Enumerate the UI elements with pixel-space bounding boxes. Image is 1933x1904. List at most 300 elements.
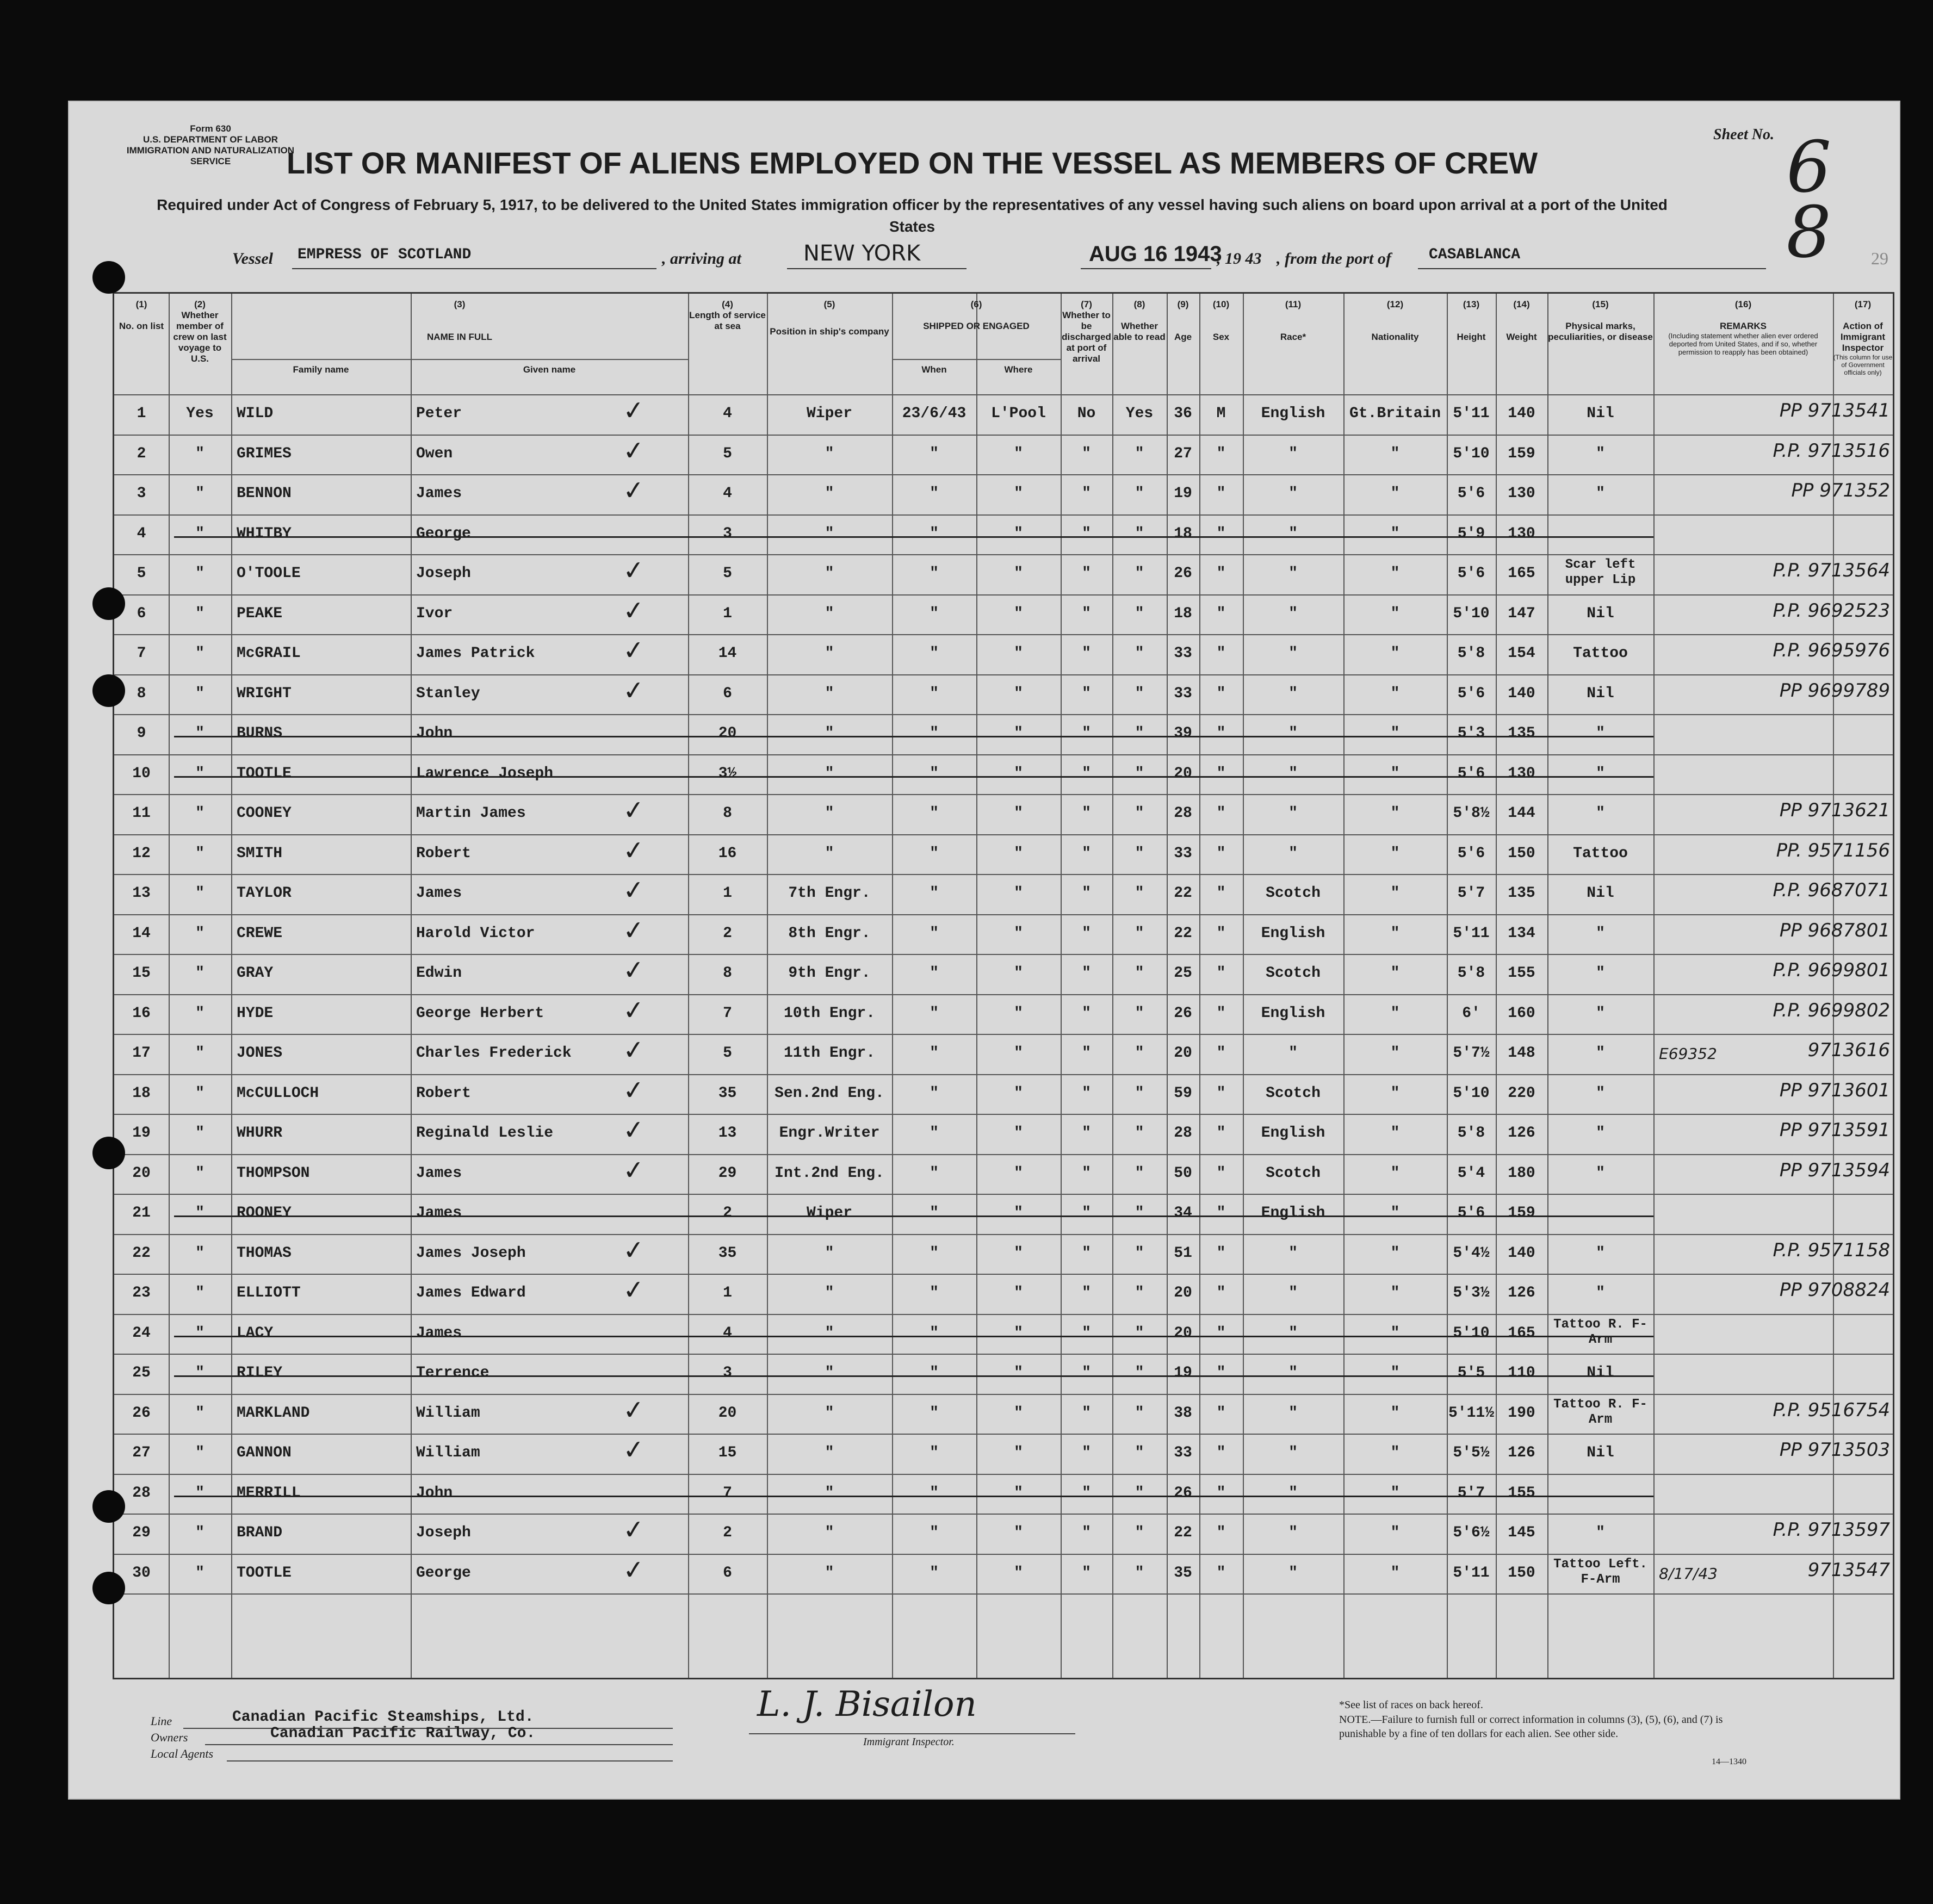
cell-read: ": [1135, 1084, 1144, 1102]
cell-member: ": [195, 965, 205, 982]
cell-position: ": [825, 605, 834, 622]
cell-member: ": [195, 645, 205, 662]
cell-action: PP 9713601: [1779, 1079, 1890, 1101]
cell-nationality: ": [1390, 845, 1400, 862]
cell-service: 8: [723, 965, 732, 982]
check-mark-icon: ✓: [621, 434, 646, 467]
owners-label: Owners: [151, 1731, 188, 1744]
row-rule: [114, 1114, 1893, 1115]
cell-position: Sen.2nd Eng.: [775, 1084, 884, 1102]
row-rule: [114, 874, 1893, 875]
cell-race: English: [1261, 925, 1325, 942]
col-5-header: (5) Position in ship's company: [770, 299, 889, 337]
cell-when: ": [930, 1084, 939, 1102]
cell-action: 9713616: [1807, 1039, 1890, 1061]
cell-position: ": [825, 525, 834, 542]
cell-where: ": [1014, 1324, 1023, 1342]
cell-no: 26: [132, 1404, 151, 1422]
cell-marks: ": [1596, 925, 1605, 942]
cell-race: ": [1288, 845, 1298, 862]
row-rule: [114, 954, 1893, 955]
cell-given: James: [416, 885, 462, 902]
cell-weight: 126: [1508, 1444, 1535, 1461]
cell-race: Scotch: [1266, 1084, 1321, 1102]
cell-sex: ": [1216, 525, 1226, 542]
cell-given: John: [416, 1484, 453, 1502]
cell-given: John: [416, 725, 453, 742]
cell-no: 4: [137, 525, 146, 542]
cell-position: ": [825, 845, 834, 862]
check-mark-icon: ✓: [621, 1434, 646, 1466]
cell-position: ": [825, 685, 834, 702]
cell-sex: ": [1216, 1045, 1226, 1062]
cell-action: P.P. 9695976: [1773, 640, 1890, 661]
cell-given: Harold Victor: [416, 925, 535, 942]
cell-weight: 134: [1508, 925, 1535, 942]
cell-discharged: ": [1082, 725, 1091, 742]
arriving-label: , arriving at: [662, 250, 741, 268]
cell-position: Int.2nd Eng.: [775, 1164, 884, 1182]
cell-family: BRAND: [237, 1524, 283, 1541]
cell-read: ": [1135, 1365, 1144, 1381]
check-mark-icon: ✓: [621, 1553, 646, 1586]
cell-discharged: ": [1082, 1324, 1091, 1342]
cell-family: CREWE: [237, 925, 283, 942]
cell-discharged: ": [1082, 1164, 1091, 1182]
cell-weight: 165: [1508, 1324, 1535, 1342]
cell-age: 26: [1174, 1484, 1192, 1502]
check-mark-icon: ✓: [621, 994, 646, 1027]
cell-family: RILEY: [237, 1365, 283, 1381]
cell-member: ": [195, 1444, 205, 1461]
cell-sex: ": [1216, 1365, 1226, 1381]
cell-read: ": [1135, 965, 1144, 982]
cell-member: ": [195, 925, 205, 942]
cell-marks: ": [1596, 485, 1605, 502]
when-header: When: [921, 364, 947, 375]
cell-position: ": [825, 565, 834, 582]
cell-service: 5: [723, 445, 732, 462]
cell-when: ": [930, 1564, 939, 1582]
cell-nationality: ": [1390, 765, 1400, 782]
cell-when: ": [930, 1365, 939, 1381]
cell-height: 5'11: [1453, 405, 1490, 422]
line-value: Canadian Pacific Steamships, Ltd.: [232, 1709, 534, 1726]
department-name: U.S. DEPARTMENT OF LABOR: [143, 134, 278, 145]
cell-height: 5'3: [1457, 725, 1485, 742]
cell-sex: ": [1216, 1164, 1226, 1182]
cell-nationality: ": [1390, 925, 1400, 942]
col-12-header: (12) Nationality: [1371, 299, 1419, 342]
cell-sex: ": [1216, 445, 1226, 462]
cell-discharged: ": [1082, 445, 1091, 462]
row-rule: [114, 435, 1893, 436]
cell-member: ": [195, 1484, 205, 1502]
cell-no: 18: [132, 1084, 151, 1102]
cell-height: 5'10: [1453, 1084, 1490, 1102]
cell-nationality: ": [1390, 1164, 1400, 1182]
cell-action: PP 971352: [1791, 480, 1890, 501]
cell-weight: 130: [1508, 485, 1535, 502]
cell-remarks: 8/17/43: [1659, 1564, 1718, 1583]
cell-read: ": [1135, 1524, 1144, 1541]
cell-discharged: ": [1082, 845, 1091, 862]
cell-height: 5'3½: [1453, 1285, 1490, 1301]
cell-given: Robert: [416, 1084, 471, 1102]
cell-nationality: ": [1390, 885, 1400, 902]
cell-height: 5'7: [1457, 1484, 1485, 1502]
cell-family: GANNON: [237, 1444, 292, 1461]
cell-discharged: ": [1082, 805, 1091, 822]
cell-given: James Joseph: [416, 1244, 526, 1262]
cell-where: ": [1014, 845, 1023, 862]
cell-height: 5'4½: [1453, 1244, 1490, 1262]
column-rule: [411, 294, 412, 1678]
cell-nationality: Gt.Britain: [1349, 405, 1441, 422]
cell-nationality: ": [1390, 805, 1400, 822]
cell-nationality: ": [1390, 445, 1400, 462]
cell-given: George: [416, 525, 471, 542]
cell-where: ": [1014, 685, 1023, 702]
form-number: Form 630: [190, 123, 231, 134]
cell-weight: 155: [1508, 965, 1535, 982]
check-mark-icon: ✓: [621, 394, 646, 427]
cell-position: ": [825, 725, 834, 742]
cell-marks: Tattoo R. F-Arm: [1553, 1397, 1647, 1427]
cell-age: 50: [1174, 1164, 1192, 1182]
column-rule: [1653, 294, 1655, 1678]
cell-nationality: ": [1390, 1444, 1400, 1461]
cell-age: 39: [1174, 725, 1192, 742]
cell-action: P.P. 9713597: [1773, 1519, 1890, 1541]
cell-weight: 155: [1508, 1484, 1535, 1502]
cell-no: 6: [137, 605, 146, 622]
check-mark-icon: ✓: [621, 874, 646, 907]
cell-race: ": [1288, 1444, 1298, 1461]
col-7-header: (7) Whether to be discharged at port of arrival: [1062, 299, 1111, 364]
check-mark-icon: ✓: [621, 914, 646, 947]
cell-nationality: ": [1390, 1404, 1400, 1422]
strikeout-line: [174, 1496, 1653, 1497]
cell-where: ": [1014, 1404, 1023, 1422]
cell-marks: Nil: [1587, 885, 1614, 902]
vessel-row: [232, 241, 1777, 271]
cell-age: 18: [1174, 525, 1192, 542]
cell-family: THOMPSON: [237, 1164, 310, 1182]
cell-weight: 135: [1508, 885, 1535, 902]
row-rule: [114, 634, 1893, 635]
cell-family: MARKLAND: [237, 1404, 310, 1422]
cell-family: GRAY: [237, 965, 274, 982]
cell-nationality: ": [1390, 1324, 1400, 1342]
cell-family: McCULLOCH: [237, 1084, 319, 1102]
cell-discharged: ": [1082, 1365, 1091, 1381]
cell-race: ": [1288, 1404, 1298, 1422]
col-8-header: (8) Whether able to read: [1113, 299, 1166, 342]
cell-sex: ": [1216, 1004, 1226, 1022]
cell-sex: ": [1216, 965, 1226, 982]
cell-where: ": [1014, 1524, 1023, 1541]
punch-hole: [92, 1137, 125, 1169]
cell-member: ": [195, 525, 205, 542]
cell-sex: ": [1216, 1125, 1226, 1142]
cell-position: ": [825, 1404, 834, 1422]
cell-height: 6': [1462, 1004, 1480, 1022]
cell-position: ": [825, 645, 834, 662]
cell-discharged: No: [1077, 405, 1096, 422]
cell-age: 35: [1174, 1564, 1192, 1582]
cell-weight: 130: [1508, 525, 1535, 542]
cell-height: 5'10: [1453, 445, 1490, 462]
cell-service: 4: [723, 405, 732, 422]
cell-race: Scotch: [1266, 965, 1321, 982]
cell-where: ": [1014, 605, 1023, 622]
cell-nationality: ": [1390, 1365, 1400, 1381]
cell-service: 3: [723, 1365, 732, 1381]
cell-member: ": [195, 1524, 205, 1541]
cell-weight: 148: [1508, 1045, 1535, 1062]
cell-no: 12: [132, 845, 151, 862]
cell-marks: Scar left upper Lip: [1565, 557, 1636, 587]
cell-member: ": [195, 565, 205, 582]
cell-read: ": [1135, 645, 1144, 662]
cell-member: ": [195, 1365, 205, 1381]
family-name-header: Family name: [293, 364, 349, 375]
cell-given: Reginald Leslie: [416, 1125, 554, 1142]
cell-race: ": [1288, 445, 1298, 462]
date-underline: [1081, 268, 1211, 269]
cell-age: 28: [1174, 1125, 1192, 1142]
cell-discharged: ": [1082, 1484, 1091, 1502]
cell-member: ": [195, 1244, 205, 1262]
cell-service: 5: [723, 1045, 732, 1062]
cell-where: ": [1014, 805, 1023, 822]
cell-race: English: [1261, 1205, 1325, 1221]
row-rule: [114, 1394, 1893, 1395]
cell-when: ": [930, 765, 939, 782]
cell-sex: ": [1216, 765, 1226, 782]
cell-no: 7: [137, 645, 146, 662]
cell-nationality: ": [1390, 1004, 1400, 1022]
cell-nationality: ": [1390, 605, 1400, 622]
cell-when: ": [930, 525, 939, 542]
cell-service: 8: [723, 805, 732, 822]
cell-read: ": [1135, 1444, 1144, 1461]
cell-marks: ": [1596, 805, 1605, 822]
cell-discharged: ": [1082, 1524, 1091, 1541]
cell-family: BURNS: [237, 725, 283, 742]
cell-no: 2: [137, 445, 146, 462]
row-rule: [114, 1554, 1893, 1555]
cell-sex: ": [1216, 1084, 1226, 1102]
cell-marks: Tattoo Left. F-Arm: [1553, 1556, 1647, 1587]
cell-where: ": [1014, 1484, 1023, 1502]
inspector-signature: L. J. Bisailon: [757, 1684, 977, 1725]
cell-read: ": [1135, 1045, 1144, 1062]
cell-sex: ": [1216, 1244, 1226, 1262]
cell-read: Yes: [1125, 405, 1154, 422]
cell-action: P.P. 9692523: [1773, 599, 1890, 622]
cell-family: THOMAS: [237, 1244, 292, 1262]
cell-age: 20: [1174, 1045, 1192, 1062]
cell-family: BENNON: [237, 485, 292, 502]
cell-race: ": [1288, 1484, 1298, 1502]
owners-underline: [205, 1744, 673, 1745]
cell-service: 35: [718, 1084, 737, 1102]
cell-action: PP 9713541: [1779, 400, 1890, 421]
row-rule: [114, 474, 1893, 475]
check-mark-icon: ✓: [621, 1514, 646, 1546]
cell-read: ": [1135, 1244, 1144, 1262]
cell-given: Lawrence Joseph: [416, 765, 554, 782]
check-mark-icon: ✓: [621, 674, 646, 707]
cell-when: ": [930, 685, 939, 702]
cell-age: 22: [1174, 885, 1192, 902]
cell-sex: ": [1216, 725, 1226, 742]
cell-member: ": [195, 1125, 205, 1142]
row-rule: [114, 1354, 1893, 1355]
cell-age: 33: [1174, 645, 1192, 662]
cell-age: 20: [1174, 1285, 1192, 1301]
cell-position: 11th Engr.: [783, 1045, 876, 1062]
form-code: 14—1340: [1712, 1757, 1746, 1766]
cell-age: 25: [1174, 965, 1192, 982]
cell-no: 9: [137, 725, 146, 742]
cell-nationality: ": [1390, 565, 1400, 582]
cell-where: ": [1014, 1365, 1023, 1381]
cell-where: ": [1014, 525, 1023, 542]
cell-no: 17: [132, 1045, 151, 1062]
vessel-underline: [292, 268, 656, 269]
cell-action: P.P. 9516754: [1773, 1399, 1890, 1421]
cell-height: 5'11: [1453, 925, 1490, 942]
cell-marks: ": [1596, 1164, 1605, 1182]
service-name: IMMIGRATION AND NATURALIZATION SERVICE: [126, 145, 295, 166]
col-4-header: (4) Length of service at sea: [689, 299, 766, 331]
cell-discharged: ": [1082, 605, 1091, 622]
cell-height: 5'5: [1457, 1365, 1485, 1381]
cell-where: ": [1014, 645, 1023, 662]
row-rule: [114, 1074, 1893, 1075]
cell-age: 20: [1174, 1324, 1192, 1342]
cell-sex: ": [1216, 485, 1226, 502]
row-rule: [114, 754, 1893, 755]
cell-race: ": [1288, 1285, 1298, 1301]
cell-discharged: ": [1082, 565, 1091, 582]
col-9-header: (9) Age: [1174, 299, 1192, 342]
cell-member: ": [195, 805, 205, 822]
cell-when: ": [930, 845, 939, 862]
cell-member: ": [195, 605, 205, 622]
cell-marks: Tattoo: [1573, 845, 1628, 862]
cell-where: ": [1014, 965, 1023, 982]
cell-marks: Tattoo R. F-Arm: [1553, 1317, 1647, 1347]
cell-where: ": [1014, 1164, 1023, 1182]
cell-no: 8: [137, 685, 146, 702]
cell-marks: ": [1596, 1084, 1605, 1102]
cell-race: ": [1288, 1324, 1298, 1342]
cell-nationality: ": [1390, 645, 1400, 662]
cell-sex: ": [1216, 565, 1226, 582]
cell-read: ": [1135, 1484, 1144, 1502]
cell-read: ": [1135, 1564, 1144, 1582]
cell-when: ": [930, 965, 939, 982]
cell-age: 33: [1174, 845, 1192, 862]
cell-service: 16: [718, 845, 737, 862]
cell-discharged: ": [1082, 965, 1091, 982]
strikeout-line: [174, 1215, 1653, 1217]
col-6-header: (6) SHIPPED OR ENGAGED: [923, 299, 1030, 331]
cell-nationality: ": [1390, 525, 1400, 542]
cell-family: ROONEY: [237, 1205, 292, 1221]
cell-marks: ": [1596, 1524, 1605, 1541]
cell-weight: 140: [1508, 1244, 1535, 1262]
cell-where: ": [1014, 1564, 1023, 1582]
cell-position: 8th Engr.: [788, 925, 871, 942]
cell-action: P.P. 9699801: [1773, 959, 1890, 981]
cell-age: 33: [1174, 685, 1192, 702]
cell-weight: 145: [1508, 1524, 1535, 1541]
cell-age: 59: [1174, 1084, 1192, 1102]
cell-member: ": [195, 445, 205, 462]
cell-race: ": [1288, 645, 1298, 662]
col-16-header: (16) REMARKS (Including statement whether alien ever ordered deported from United States, and if so, whether permission to reapply has been obtained): [1668, 299, 1818, 356]
cell-age: 19: [1174, 1365, 1192, 1381]
cell-discharged: ": [1082, 925, 1091, 942]
cell-height: 5'7: [1457, 885, 1485, 902]
cell-height: 5'6: [1457, 565, 1485, 582]
cell-family: WHURR: [237, 1125, 283, 1142]
cell-no: 28: [132, 1484, 151, 1502]
cell-discharged: ": [1082, 1045, 1091, 1062]
cell-discharged: ": [1082, 525, 1091, 542]
cell-height: 5'10: [1453, 605, 1490, 622]
cell-marks: ": [1596, 445, 1605, 462]
cell-action: PP 9699789: [1779, 679, 1890, 702]
cell-discharged: ": [1082, 1004, 1091, 1022]
cell-weight: 135: [1508, 725, 1535, 742]
cell-given: Martin James: [416, 805, 526, 822]
from-label: , from the port of: [1277, 250, 1391, 268]
cell-nationality: ": [1390, 1564, 1400, 1582]
cell-height: 5'6: [1457, 765, 1485, 782]
cell-family: TOOTLE: [237, 765, 292, 782]
date-stamp: AUG 16 1943: [1089, 242, 1222, 266]
cell-member: ": [195, 1084, 205, 1102]
cell-given: James: [416, 1205, 462, 1221]
row-rule: [114, 1234, 1893, 1235]
cell-read: ": [1135, 925, 1144, 942]
cell-member: ": [195, 1004, 205, 1022]
cell-discharged: ": [1082, 1285, 1091, 1301]
cell-service: 3: [723, 525, 732, 542]
cell-read: ": [1135, 1404, 1144, 1422]
punch-hole: [92, 674, 125, 707]
cell-service: 35: [718, 1244, 737, 1262]
cell-family: TOOTLE: [237, 1564, 292, 1582]
cell-read: ": [1135, 1004, 1144, 1022]
cell-height: 5'11½: [1448, 1404, 1494, 1422]
cell-race: ": [1288, 765, 1298, 782]
cell-no: 1: [137, 405, 146, 422]
cell-no: 27: [132, 1444, 151, 1461]
cell-height: 5'8½: [1453, 805, 1490, 822]
cell-weight: 126: [1508, 1125, 1535, 1142]
strikeout-line: [174, 736, 1653, 737]
row-rule: [114, 594, 1893, 596]
cell-nationality: ": [1390, 685, 1400, 702]
punch-hole: [92, 1572, 125, 1604]
